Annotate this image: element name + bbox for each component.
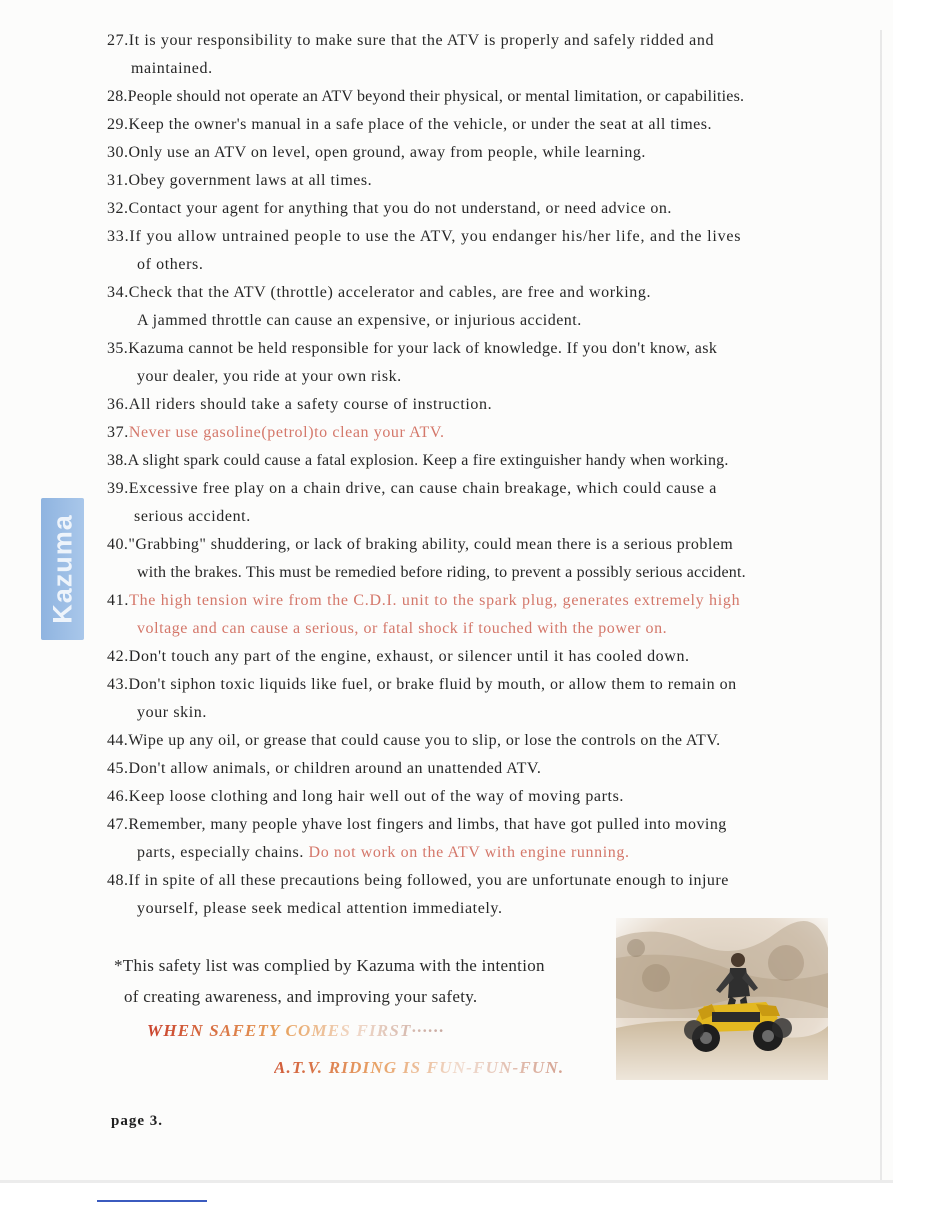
safety-rule-text: parts, especially chains.	[137, 844, 309, 861]
safety-rule-text: 48.If in spite of all these precautions being followed, you are unfortunate enough to injure	[107, 872, 729, 889]
safety-rule-line	[137, 900, 503, 918]
safety-rule-line	[107, 32, 714, 50]
safety-rule-text: 37.	[107, 424, 129, 441]
page-underline	[97, 1200, 207, 1202]
safety-rule-text: 35.Kazuma cannot be held responsible for your lack of knowledge. If you don't know, ask	[107, 340, 718, 357]
safety-rule-text: 39.Excessive free play on a chain drive, can cause chain breakage, which could cause a	[107, 480, 718, 497]
safety-rule-text: 36.All riders should take a safety course of instruction.	[107, 396, 493, 413]
safety-rule-line	[137, 620, 667, 638]
safety-rule-line	[107, 788, 624, 806]
safety-rule-text: 44.Wipe up any oil, or grease that could cause you to slip, or lose the controls on the ATV.	[107, 732, 721, 749]
safety-rule-line	[107, 592, 740, 610]
safety-rule-line	[137, 844, 630, 862]
safety-note	[114, 950, 614, 1012]
safety-rule-warning-text: The high tension wire from the C.D.I. unit to the spark plug, generates extremely high	[129, 592, 741, 609]
safety-rule-line	[137, 256, 203, 274]
atv-rider-photo	[616, 918, 828, 1080]
safety-rule-text: serious accident.	[134, 508, 251, 525]
safety-rule-line	[107, 200, 672, 218]
safety-rule-line	[137, 704, 207, 722]
safety-rule-line	[107, 760, 541, 778]
safety-rule-line	[107, 396, 492, 414]
safety-rule-line	[107, 872, 729, 890]
safety-rule-line	[107, 536, 733, 554]
page-number: page 3.	[111, 1113, 163, 1129]
page-edge-bottom	[0, 1180, 893, 1183]
safety-rule-text: 46.Keep loose clothing and long hair well out of the way of moving parts.	[107, 788, 625, 805]
safety-rule-text: 43.Don't siphon toxic liquids like fuel, or brake fluid by mouth, or allow them to remain on	[107, 676, 737, 693]
safety-rule-line	[107, 424, 445, 442]
safety-rule-line	[107, 144, 646, 162]
safety-rule-line	[107, 648, 690, 666]
safety-rule-text: 29.Keep the owner's manual in a safe place of the vehicle, or under the seat at all times.	[107, 116, 712, 133]
safety-rule-line	[107, 88, 744, 106]
safety-rule-text: of others.	[137, 256, 204, 273]
safety-rule-line	[107, 732, 721, 750]
safety-rule-line	[131, 60, 213, 78]
safety-rule-line	[134, 508, 251, 526]
safety-rule-text: 42.Don't touch any part of the engine, exhaust, or silencer until it has cooled down.	[107, 648, 690, 665]
safety-rule-text: 31.Obey government laws at all times.	[107, 172, 373, 189]
safety-rule-line	[107, 228, 741, 246]
safety-note-line-1: *This safety list was complied by Kazuma with the intention	[114, 956, 545, 975]
slogan-line-2: A.T.V. RIDING IS FUN-FUN-FUN.	[274, 1058, 565, 1077]
safety-rule-line	[137, 312, 582, 330]
side-tab-label: Kazuma	[47, 514, 77, 624]
safety-rule-text: your skin.	[137, 704, 207, 721]
safety-rule-line	[107, 676, 737, 694]
safety-rule-line	[107, 452, 729, 470]
safety-rule-text: 27.It is your responsibility to make sure that the ATV is properly and safely ridded and	[107, 32, 715, 49]
safety-rule-text: voltage and can cause a serious, or fatal shock if touched with the power on.	[137, 620, 668, 637]
safety-rule-line	[137, 564, 746, 582]
safety-rule-line	[107, 116, 712, 134]
safety-rule-text: 40."Grabbing" shuddering, or lack of braking ability, could mean there is a serious problem	[107, 536, 734, 553]
safety-rule-line	[107, 480, 717, 498]
safety-rule-line	[107, 340, 717, 358]
atv-rider-image	[616, 918, 828, 1080]
safety-rule-text: 32.Contact your agent for anything that you do not understand, or need advice on.	[107, 200, 672, 217]
safety-rule-text: 47.Remember, many people yhave lost fingers and limbs, that have got pulled into moving	[107, 816, 727, 833]
safety-rule-text: with the brakes. This must be remedied before riding, to prevent a possibly serious accident.	[137, 564, 746, 581]
safety-rule-text: 28.People should not operate an ATV beyond their physical, or mental limitation, or capabilities.	[107, 88, 745, 105]
safety-rule-line	[137, 368, 402, 386]
safety-rule-text: 45.Don't allow animals, or children around an unattended ATV.	[107, 760, 542, 777]
safety-rule-text: 33.If you allow untrained people to use the ATV, you endanger his/her life, and the lives	[107, 228, 742, 245]
safety-rule-text: 38.A slight spark could cause a fatal explosion. Keep a fire extinguisher handy when working.	[107, 452, 729, 469]
safety-rule-text: yourself, please seek medical attention immediately.	[137, 900, 503, 917]
slogan-line-1: WHEN SAFETY COMES FIRST······	[147, 1021, 445, 1040]
safety-rule-text: maintained.	[131, 60, 213, 77]
safety-rule-text: your dealer, you ride at your own risk.	[137, 368, 402, 385]
safety-rule-text: 30.Only use an ATV on level, open ground, away from people, while learning.	[107, 144, 646, 161]
safety-rule-warning-text: Never use gasoline(petrol)to clean your ATV.	[128, 424, 445, 441]
safety-rule-text: 41.	[107, 592, 130, 609]
safety-rule-line	[107, 172, 372, 190]
safety-rule-warning-text: Do not work on the ATV with engine running.	[308, 844, 630, 861]
safety-rule-line	[107, 816, 727, 834]
safety-rule-line	[107, 284, 651, 302]
safety-rule-text: 34.Check that the ATV (throttle) accelerator and cables, are free and working.	[107, 284, 652, 301]
safety-note-line-2: of creating awareness, and improving your safety.	[124, 987, 478, 1006]
safety-rule-text: A jammed throttle can cause an expensive, or injurious accident.	[137, 312, 582, 329]
page-edge-right	[880, 30, 882, 1180]
